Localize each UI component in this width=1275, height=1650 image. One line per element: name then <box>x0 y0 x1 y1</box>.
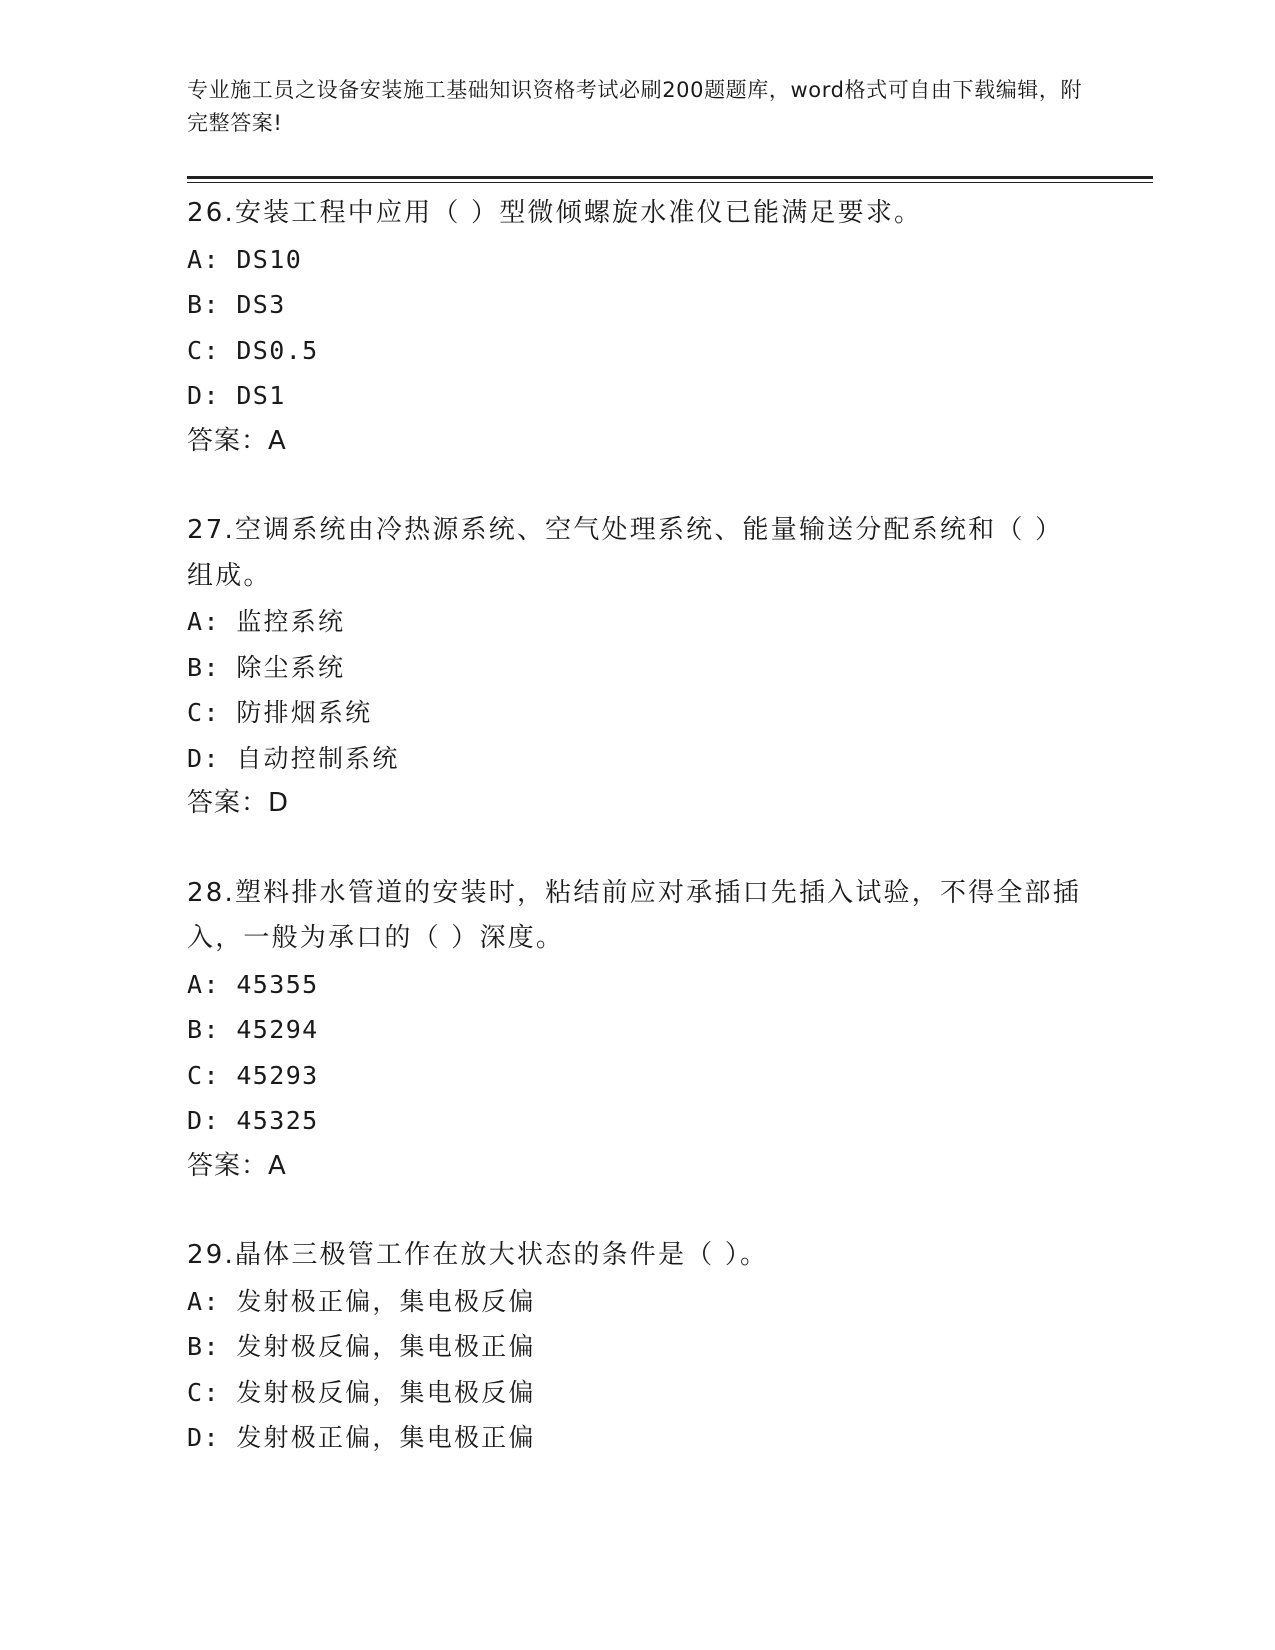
option-letter: A: <box>187 1286 220 1316</box>
answer-line: 答案：A <box>187 425 287 456</box>
option-letter: B: <box>187 1015 220 1044</box>
option-text: 发射极正偏，集电极正偏 <box>236 1423 536 1452</box>
option-text: 发射极反偏，集电极正偏 <box>236 1332 536 1361</box>
option-letter: C: <box>187 335 220 365</box>
option-letter: B: <box>187 652 220 682</box>
option-a <box>187 962 1087 1008</box>
option-letter: C: <box>187 698 220 727</box>
option-letter: C: <box>187 1060 220 1090</box>
option-letter: D: <box>187 381 220 410</box>
option-letter: B: <box>187 290 220 319</box>
option-text: 45294 <box>236 1015 319 1044</box>
question-28 <box>187 871 1087 1190</box>
option-letter: D: <box>187 1106 220 1135</box>
option-b <box>187 645 1087 691</box>
option-a <box>187 1279 1087 1325</box>
option-letter: B: <box>187 1332 220 1361</box>
option-d <box>187 373 1087 419</box>
option-b <box>187 1007 1087 1053</box>
option-text: DS3 <box>236 290 286 319</box>
header-divider-thin <box>187 182 1153 183</box>
option-letter: C: <box>187 1377 220 1407</box>
option-text: 45325 <box>236 1106 319 1135</box>
option-text: 发射极正偏，集电极反偏 <box>236 1286 536 1316</box>
option-d <box>187 736 1087 782</box>
option-text: DS0.5 <box>236 335 319 365</box>
answer-line: 答案：A <box>187 1150 287 1181</box>
answer-line: 答案：D <box>187 788 290 818</box>
option-text: 45293 <box>236 1060 319 1090</box>
option-text: 发射极反偏，集电极反偏 <box>236 1377 536 1407</box>
option-b <box>187 282 1087 328</box>
question-stem: 27.空调系统由冷热源系统、空气处理系统、能量输送分配系统和（ ）组成。 <box>187 515 1064 591</box>
option-text: 45355 <box>236 969 319 999</box>
option-c <box>187 1053 1087 1099</box>
option-letter: A: <box>187 607 220 636</box>
question-list <box>187 191 1087 1505</box>
document-header: 专业施工员之设备安装施工基础知识资格考试必刷200题题库，word格式可自由下载编辑，附完整答案! <box>187 78 1083 135</box>
option-text: 防排烟系统 <box>236 698 373 727</box>
option-d <box>187 1415 1087 1461</box>
question-26 <box>187 191 1087 464</box>
option-b <box>187 1324 1087 1370</box>
question-stem: 29.晶体三极管工作在放大状态的条件是（ ）。 <box>187 1240 769 1270</box>
option-letter: A: <box>187 244 220 274</box>
option-text: 监控系统 <box>236 607 346 636</box>
option-text: 除尘系统 <box>236 652 346 682</box>
option-c <box>187 690 1087 736</box>
question-29 <box>187 1233 1087 1461</box>
option-d <box>187 1098 1087 1144</box>
option-a <box>187 237 1087 283</box>
option-c <box>187 328 1087 374</box>
option-a <box>187 599 1087 645</box>
option-text: DS10 <box>236 244 303 274</box>
question-27 <box>187 508 1087 827</box>
question-stem: 28.塑料排水管道的安装时，粘结前应对承插口先插入试验，不得全部插入，一般为承口的（ ）深度。 <box>187 877 1081 953</box>
option-letter: D: <box>187 1423 220 1452</box>
question-stem: 26.安装工程中应用（ ）型微倾螺旋水准仪已能满足要求。 <box>187 198 923 228</box>
option-text: 自动控制系统 <box>236 743 400 773</box>
option-text: DS1 <box>236 381 286 410</box>
option-letter: A: <box>187 969 220 999</box>
option-c <box>187 1370 1087 1416</box>
header-divider-thick <box>187 176 1153 179</box>
option-letter: D: <box>187 743 220 773</box>
